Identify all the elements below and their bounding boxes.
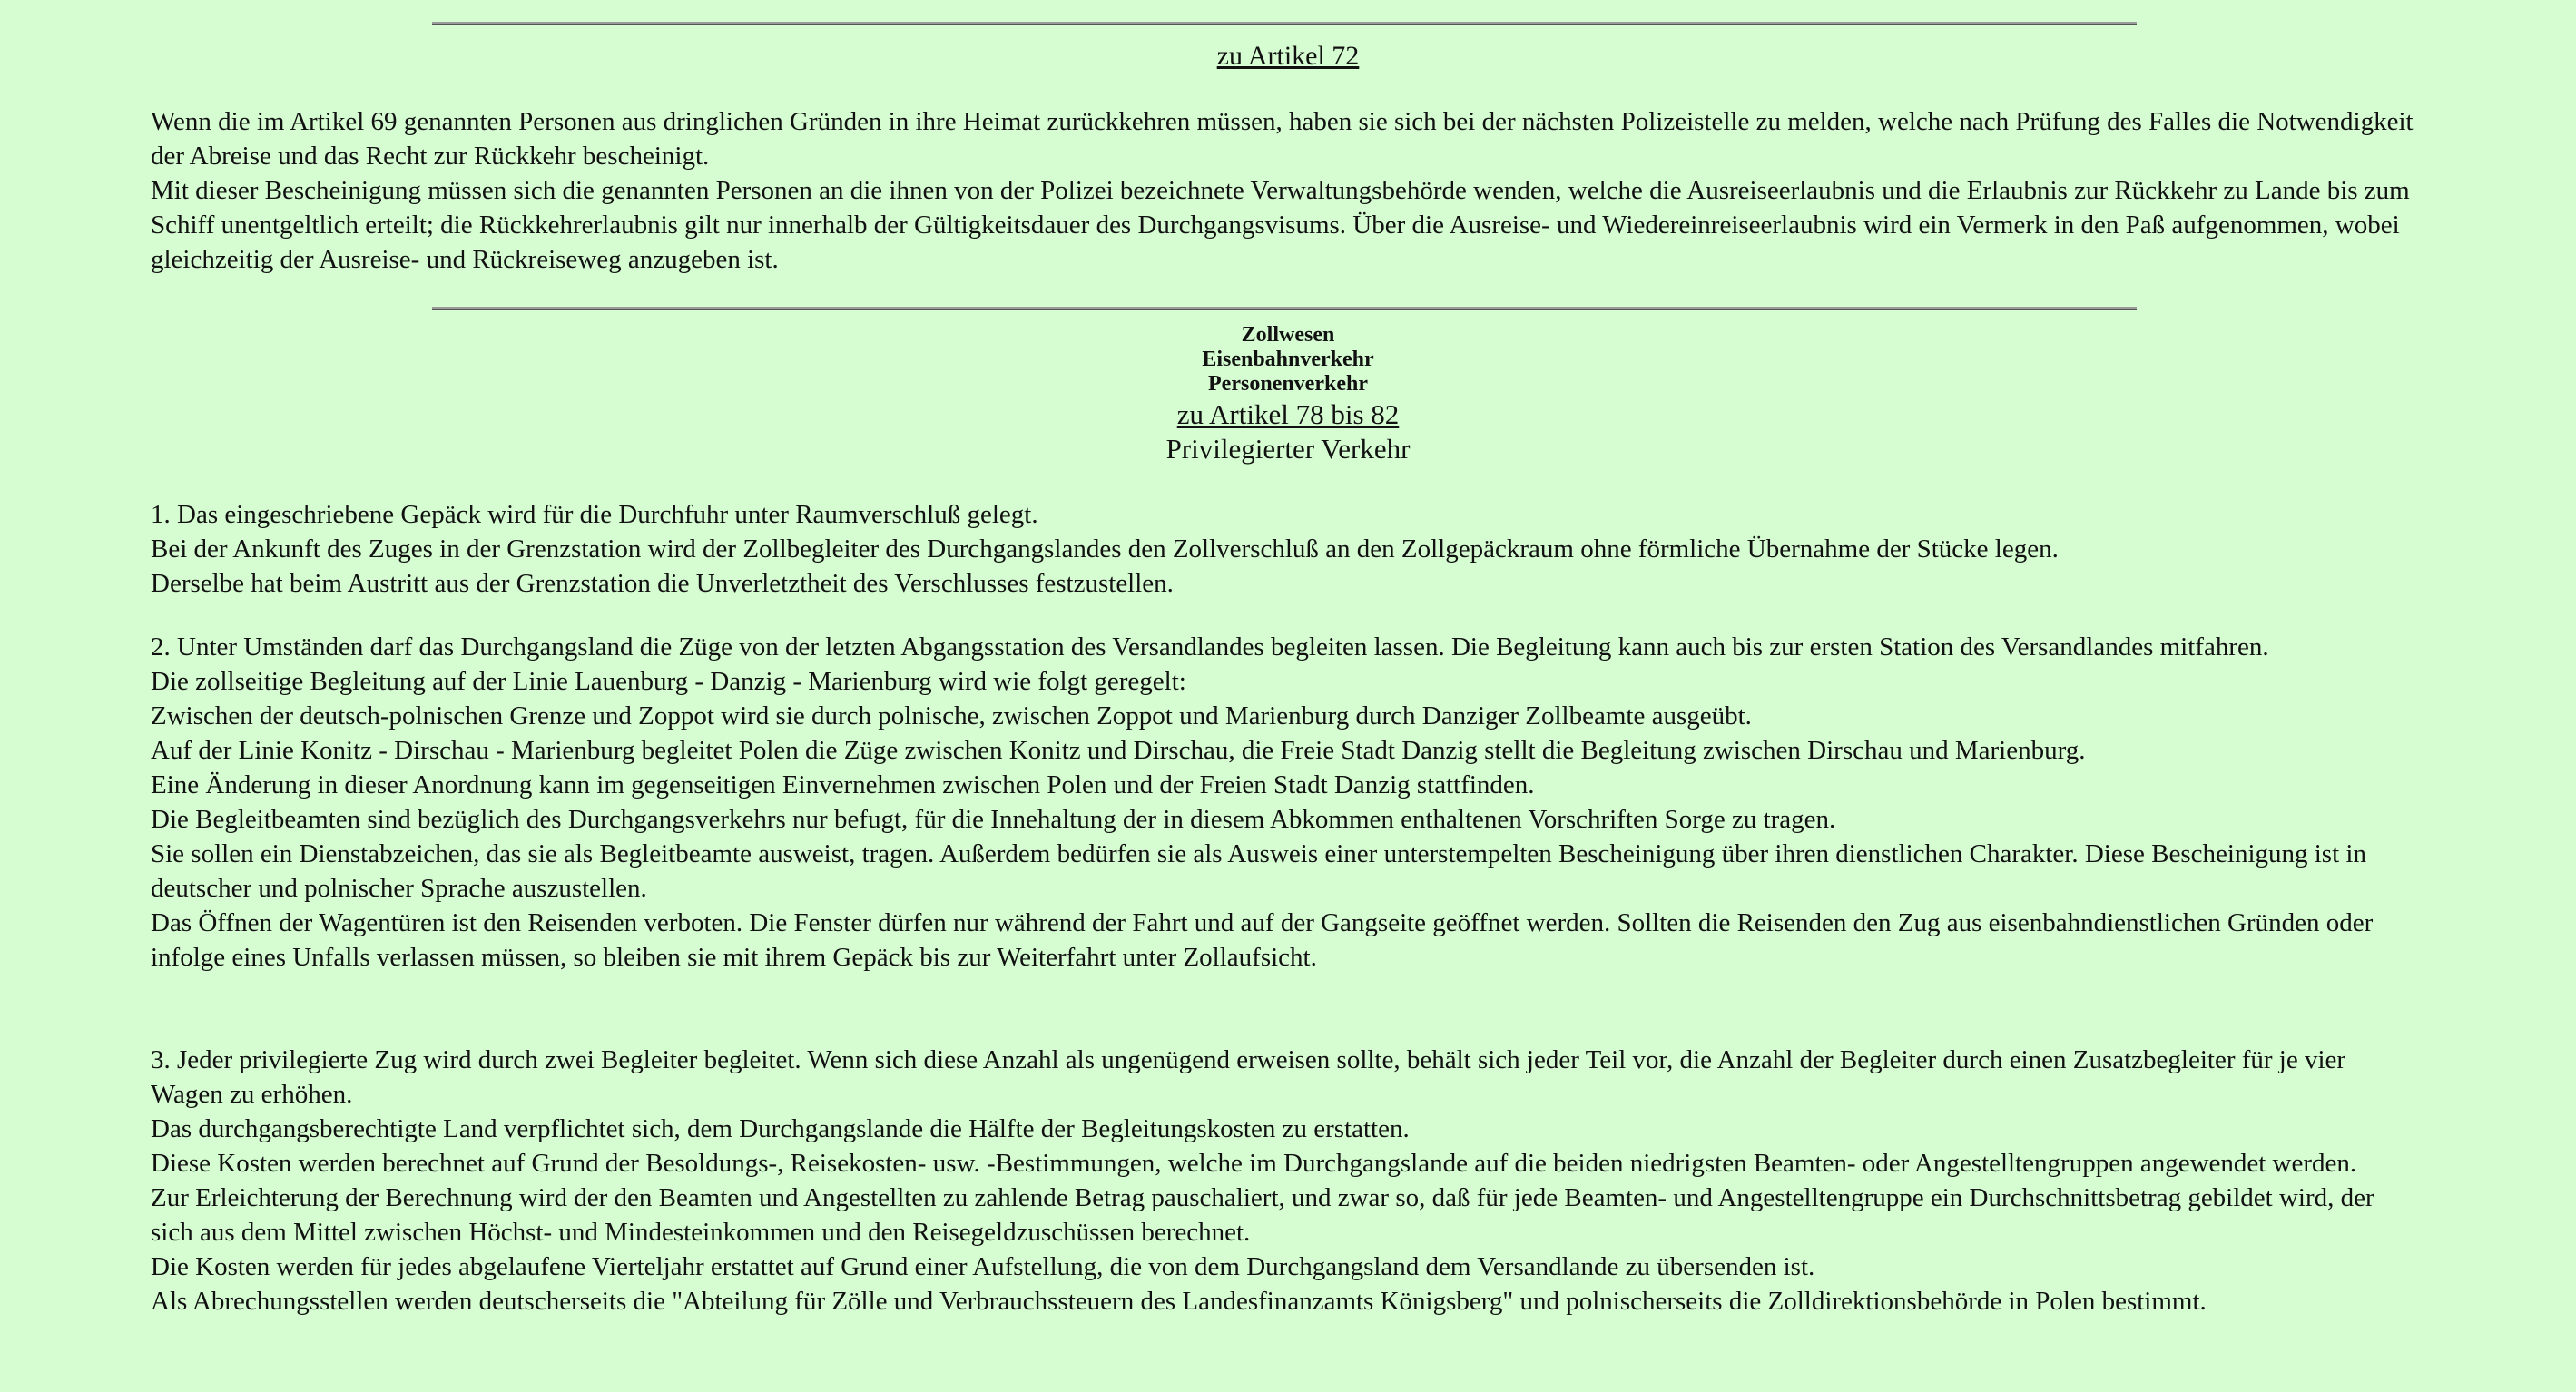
- section-subtitle: Privilegierter Verkehr: [1165, 433, 1411, 465]
- point-2-line-2: Die zollseitige Begleitung auf der Linie Lauenburg - Danzig - Marienburg wird wie folgt geregelt:: [151, 667, 1186, 696]
- point-2-line-7: Sie sollen ein Dienstabzeichen, das sie als Begleitbeamte ausweist, tragen. Außerdem bedürfen sie als Ausweis einer unterstempelten Bescheinigung über ihren dienstlichen Charakter. Diese Bescheinigung ist in deutscher und polnischer Sprache auszustellen.: [151, 839, 2366, 903]
- point-2-line-6: Die Begleitbeamten sind bezüglich des Durchgangsverkehrs nur befugt, für die Innehaltung der in diesem Abkommen enthaltenen Vorschriften Sorge zu tragen.: [151, 805, 1836, 834]
- heading-personenverkehr: Personenverkehr: [1208, 372, 1368, 396]
- point-2: [151, 630, 2420, 975]
- point-2-line-5: Eine Änderung in dieser Anordnung kann im gegenseitigen Einvernehmen zwischen Polen und der Freien Stadt Danzig stattfinden.: [151, 770, 1535, 799]
- article-78-82-heading: [0, 397, 2576, 432]
- point-2-line-8: Das Öffnen der Wagentüren ist den Reisenden verboten. Die Fenster dürfen nur während der Fahrt und auf der Gangseite geöffnet werden. Sollten die Reisenden den Zug aus eisenbahndienstlichen Gründen oder infolge eines Unfalls verlassen müssen, so bleiben sie mit ihrem Gepäck bis zur Weiterfahrt unter Zollaufsicht.: [151, 908, 2374, 972]
- point-3: [151, 1043, 2420, 1318]
- point-3-line-6: Als Abrechungsstellen werden deutscherseits die "Abteilung für Zölle und Verbrauchssteuern des Landesfinanzamts Königsberg" und polnischerseits die Zolldirektionsbehörde in Polen bestimmt.: [151, 1287, 2207, 1316]
- point-3-line-4: Zur Erleichterung der Berechnung wird der den Beamten und Angestellten zu zahlende Betrag pauschaliert, und zwar so, daß für jede Beamten- und Angestelltengruppe ein Durchschnittsbetrag gebildet wird, der sich aus dem Mittel zwischen Höchst- und Mindesteinkommen und den Reisegeldzuschüssen berechnet.: [151, 1183, 2374, 1247]
- point-1-line-2: Bei der Ankunft des Zuges in der Grenzstation wird der Zollbegleiter des Durchgangslandes den Zollverschluß an den Zollgepäckraum ohne förmliche Übernahme der Stücke legen.: [151, 534, 2059, 564]
- article-78-82-link[interactable]: zu Artikel 78 bis 82: [1176, 398, 1400, 430]
- article-72-text: [151, 104, 2420, 277]
- heading-zollwesen: Zollwesen: [1241, 323, 1335, 347]
- point-2-line-1: 2. Unter Umständen darf das Durchgangsland die Züge von der letzten Abgangsstation des Versandlandes begleiten lassen. Die Begleitung kann auch bis zur ersten Station des Versandlandes mitfahren.: [151, 632, 2269, 662]
- heading-eisenbahnverkehr: Eisenbahnverkehr: [1202, 348, 1374, 371]
- point-1: [151, 497, 2420, 601]
- article-72-link[interactable]: zu Artikel 72: [1216, 41, 1360, 71]
- point-1-line-3: Derselbe hat beim Austritt aus der Grenzstation die Unverletztheit des Verschlusses festzustellen.: [151, 569, 1174, 598]
- point-1-line-1: 1. Das eingeschriebene Gepäck wird für die Durchfuhr unter Raumverschluß gelegt.: [151, 500, 1038, 529]
- horizontal-rule-middle: [432, 307, 2137, 310]
- horizontal-rule-top: [432, 22, 2137, 25]
- point-3-line-3: Diese Kosten werden berechnet auf Grund der Besoldungs-, Reisekosten- usw. -Bestimmungen, welche im Durchgangslande auf die beiden niedrigsten Beamten- oder Angestelltengruppen angewendet werden.: [151, 1149, 2357, 1178]
- article-72-paragraph-2: Mit dieser Bescheinigung müssen sich die genannten Personen an die ihnen von der Polizei bezeichnete Verwaltungsbehörde wenden, welche die Ausreiseerlaubnis und die Erlaubnis zur Rückkehr zu Lande bis zum Schiff unentgeltlich erteilt; die Rückkehrerlaubnis gilt nur innerhalb der Gültigkeitsdauer des Durchgangsvisums. Über die Ausreise- und Wiedereinreiseerlaubnis wird ein Vermerk in den Paß aufgenommen, wobei gleichzeitig der Ausreise- und Rückreiseweg anzugeben ist.: [151, 176, 2410, 274]
- point-3-line-1: 3. Jeder privilegierte Zug wird durch zwei Begleiter begleitet. Wenn sich diese Anzahl als ungenügend erweisen sollte, behält sich jeder Teil vor, die Anzahl der Begleiter durch einen Zusatzbegleiter für je vier Wagen zu erhöhen.: [151, 1045, 2346, 1109]
- point-2-line-4: Auf der Linie Konitz - Dirschau - Marienburg begleitet Polen die Züge zwischen Konitz und Dirschau, die Freie Stadt Danzig stellt die Begleitung zwischen Dirschau und Marienburg.: [151, 736, 2086, 765]
- point-3-line-5: Die Kosten werden für jedes abgelaufene Vierteljahr erstattet auf Grund einer Aufstellung, die von dem Durchgangsland dem Versandlande zu übersenden ist.: [151, 1252, 1815, 1281]
- article-72-heading: [0, 38, 2576, 74]
- section-headings: [0, 323, 2576, 397]
- article-72-paragraph-1: Wenn die im Artikel 69 genannten Personen aus dringlichen Gründen in ihre Heimat zurückkehren müssen, haben sie sich bei der nächsten Polizeistelle zu melden, welche nach Prüfung des Falles die Notwendigkeit der Abreise und das Recht zur Rückkehr bescheinigt.: [151, 107, 2414, 171]
- point-2-line-3: Zwischen der deutsch-polnischen Grenze und Zoppot wird sie durch polnische, zwischen Zoppot und Marienburg durch Danziger Zollbeamte ausgeübt.: [151, 701, 1752, 730]
- point-3-line-2: Das durchgangsberechtigte Land verpflichtet sich, dem Durchgangslande die Hälfte der Begleitungskosten zu erstatten.: [151, 1114, 1410, 1143]
